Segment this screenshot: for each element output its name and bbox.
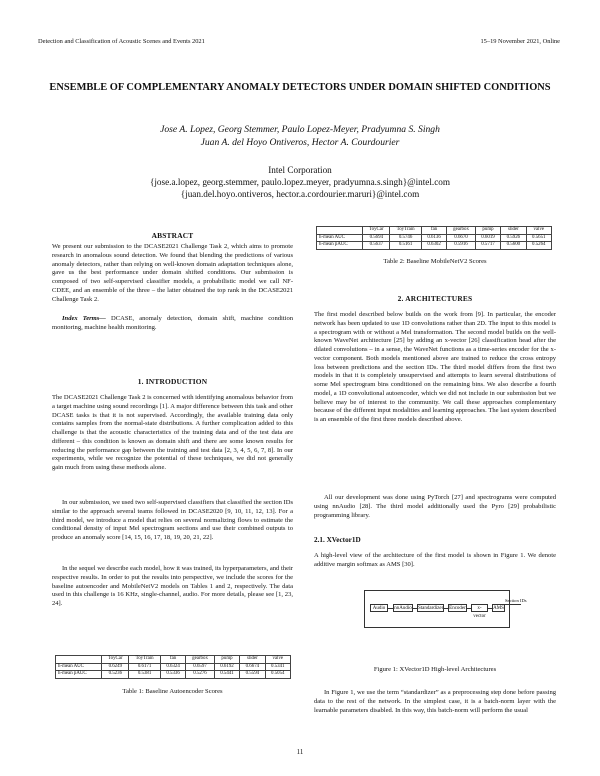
table-cell: 0.5336 — [160, 671, 185, 679]
abstract-heading: ABSTRACT — [151, 231, 194, 240]
table-cell: 0.5054 — [265, 671, 290, 679]
table-header-cell — [317, 227, 363, 235]
table-cell: 0.5694 — [363, 234, 390, 242]
table-header-cell — [56, 656, 102, 664]
table-cell: 0.6597 — [186, 663, 215, 671]
table-cell: 0.6249 — [102, 663, 129, 671]
author-line-2: Juan A. del Hoyo Ontiveros, Hector A. Courdourier — [200, 136, 400, 148]
table-cell: 0.5746 — [390, 234, 422, 242]
table-header-cell: ToyTrain — [129, 656, 161, 664]
table-1-caption: Table 1: Baseline Autoencoder Scores — [122, 688, 223, 695]
table-cell: 0.5441 — [214, 671, 239, 679]
table-row — [56, 663, 291, 671]
running-header-right: 15–19 November 2021, Online — [480, 38, 560, 45]
table-header-cell: gearbox — [186, 656, 215, 664]
table-cell: 0.6324 — [160, 663, 185, 671]
intro-heading: 1. INTRODUCTION — [137, 377, 208, 386]
xvector-paragraph-2: In Figure 1, we use the term “standardizer” as a preprocessing step done before passing data to the rest of the network. In the simplest case, it is a batch-norm layer with the learnable parameters disabled. In this way, this batch-norm will perform the usual — [314, 689, 556, 714]
table-header-cell: gearbox — [447, 227, 476, 235]
architectures-paragraph-1: The first model described below builds on the work from [9]. In particular, the encoder network has been updated to use 1D convolutions rather than 2D. The input to this model is a spectrogram with or without a Mel transformation. The second model builds on the well-known WaveNet architecture [25] by adding an x-vector [26] classification head after the dilated convolutions – in a sense, the WaveNet functions as a time-series encoder for the x-vector component. Both models mentioned above are trained to reduce the cross entropy loss between predictions and the section IDs. The third model differs from the first two models in that it is completely unsupervised and attempts to learn several distributions of some Mel spectrogram bins conditioned on the remaining bins. We also describe a fourth model, a 1D convolutional autoencoder, which we did not include in our submission but we believe may be of interest to the community. We call these approaches complementary because of the different input modalities and learning approaches. The last system described is an ensemble of the first three models described above. — [314, 311, 556, 423]
paper-title: ENSEMBLE OF COMPLEMENTARY ANOMALY DETECTORS UNDER DOMAIN SHIFTED CONDITIONS — [49, 82, 551, 93]
table-cell: h-mean pAUC — [317, 242, 363, 250]
table-cell: 0.5236 — [102, 671, 129, 679]
author-line-1: Jose A. Lopez, Georg Stemmer, Paulo Lopez-Meyer, Pradyumna S. Singh — [160, 124, 440, 135]
table-cell: 0.5651 — [526, 234, 551, 242]
table-cell: 0.5341 — [265, 663, 290, 671]
table-row — [317, 234, 552, 242]
architectures-paragraph-2: All our development was done using PyTorch [27] and spectrograms were computed using nnAudio [28]. The third model additionally used the Pyro [29] probabilistic programming library. — [314, 494, 556, 519]
table-cell: h-mean AUC — [56, 663, 102, 671]
figure-block-xvector: x-vector — [471, 604, 488, 612]
table-cell: 0.6302 — [421, 242, 446, 250]
table-cell: 0.5637 — [363, 242, 390, 250]
figure-output-arrow — [505, 604, 521, 605]
author-list — [40, 124, 560, 149]
xvector-paragraph-1: A high-level view of the architecture of the first model is shown in Figure 1. We denote additive margin softmax as AMS [30]. — [314, 552, 556, 568]
table-cell: 0.5916 — [447, 242, 476, 250]
table-cell: 0.5594 — [240, 671, 265, 679]
intro-paragraph-1: The DCASE2021 Challenge Task 2 is concerned with identifying anomalous behavior from a target machine using sound recordings [1]. A major difference between this task and other DCASE tasks is that it is not supervised. Accordingly, the available training data only contains samples from the normal-state distributions. A further complication added to this challenge is that the acoustic characteristics of the training data and of the test data are different – this condition is known as domain shift and there are some known results for reducing the performance gap between the training and test data [2, 3, 4, 5, 6, 7, 8]. In our experiments, while we recognize the potential of these techniques, we did not generally gain much from using these methods alone. — [52, 394, 293, 471]
table-cell: h-mean AUC — [317, 234, 363, 242]
table-header-cell: slider — [240, 656, 265, 664]
table-row — [56, 671, 291, 679]
table-header-row — [56, 656, 291, 664]
xvector-heading: 2.1. XVector1D — [314, 536, 361, 544]
table-2-caption: Table 2: Baseline MobileNetV2 Scores — [383, 258, 487, 265]
table-header-cell: ToyCar — [102, 656, 129, 664]
intro-paragraph-3: In the sequel we describe each model, how it was trained, its hyperparameters, and their respective results. In order to put the results into perspective, we include the scores for the baseline autoencoder and MobileNetV2 models on Tables 1 and 2, respectively. The data used in this challenge is 16 KHz, single-channel, audio. For more details, please see [1, 23, 24]. — [52, 565, 293, 607]
table-header-cell: ToyTrain — [390, 227, 422, 235]
index-terms-text: DCASE, anomaly detection, domain shift, machine condition monitoring, machine health monitoring. — [52, 315, 293, 331]
affiliation-email-2: {juan.del.hoyo.ontiveros, hector.a.cordourier.maruri}@intel.com — [180, 189, 420, 200]
table-cell: 0.5264 — [526, 242, 551, 250]
table-baseline-mobilenetv2 — [316, 226, 552, 250]
table-header-cell: pump — [214, 656, 239, 664]
table-cell: 0.6670 — [447, 234, 476, 242]
abstract-text: We present our submission to the DCASE2021 Challenge Task 2, which aims to promote research in anomalous sound detection. We found that blending the predictions of various anomaly detectors, rather than relying on well-known domain adaptation techniques alone, gave us the best performance under domain shifted conditions. Our submission is composed of two self-supervised classifier models, a probabilistic model we call NF-CDEE, and an ensemble of the three – the latter obtained the top rank in the DCASE2021 Challenge Task 2. — [52, 243, 293, 303]
table-cell: 0.5600 — [501, 242, 526, 250]
affiliation-org: Intel Corporation — [268, 165, 332, 175]
figure-output-label: Section IDs — [505, 598, 527, 603]
table-cell: 0.6192 — [214, 663, 239, 671]
table-header-cell: pump — [475, 227, 500, 235]
table-baseline-autoencoder — [55, 655, 291, 679]
table-cell: 0.5926 — [501, 234, 526, 242]
figure-block-audio: Audio — [370, 604, 388, 612]
table-header-cell: fan — [421, 227, 446, 235]
running-header-left: Detection and Classification of Acoustic Scenes and Events 2021 — [38, 38, 205, 45]
index-terms-label: Index Terms— — [62, 315, 106, 322]
table-header-cell: valve — [526, 227, 551, 235]
figure-block-standardizer: Standardizer — [418, 606, 444, 611]
figure-block-nnaudio: nnAudio — [394, 606, 412, 611]
figure-block-encoder: Encoder — [449, 606, 466, 611]
figure-1-caption: Figure 1: XVector1D High-level Architectures — [373, 666, 497, 673]
table-cell: 0.5161 — [390, 242, 422, 250]
index-terms — [52, 315, 293, 333]
page-number: 11 — [296, 748, 304, 756]
table-cell: 0.5276 — [186, 671, 215, 679]
affiliation-email-1: {jose.a.lopez, georg.stemmer, paulo.lopez.meyer, pradyumna.s.singh}@intel.com — [149, 177, 451, 188]
table-header-cell: valve — [265, 656, 290, 664]
table-header-cell: slider — [501, 227, 526, 235]
table-cell: 0.6136 — [421, 234, 446, 242]
table-row — [317, 242, 552, 250]
intro-paragraph-2: In our submission, we used two self-supervised classifiers that classified the section IDs similar to the approach several teams followed in DCASE2020 [9, 10, 11, 12, 13]. For a third model, we introduce a model that relies on several normalizing flows to estimate the conditional density of input Mel spectrogram sections and use their combined outputs to produce an anomaly score [14, 15, 16, 17, 18, 19, 20, 21, 22]. — [52, 499, 293, 541]
table-header-cell: fan — [160, 656, 185, 664]
table-cell: 0.5717 — [475, 242, 500, 250]
table-header-row — [317, 227, 552, 235]
table-cell: 0.6019 — [475, 234, 500, 242]
table-cell: h-mean pAUC — [56, 671, 102, 679]
figure-block-ams: AMS — [493, 606, 504, 611]
table-cell: 0.6171 — [129, 663, 161, 671]
affiliation — [40, 164, 560, 201]
table-cell: 0.5381 — [129, 671, 161, 679]
table-cell: 0.6674 — [240, 663, 265, 671]
table-header-cell: ToyCar — [363, 227, 390, 235]
architectures-heading: 2. ARCHITECTURES — [397, 294, 473, 303]
